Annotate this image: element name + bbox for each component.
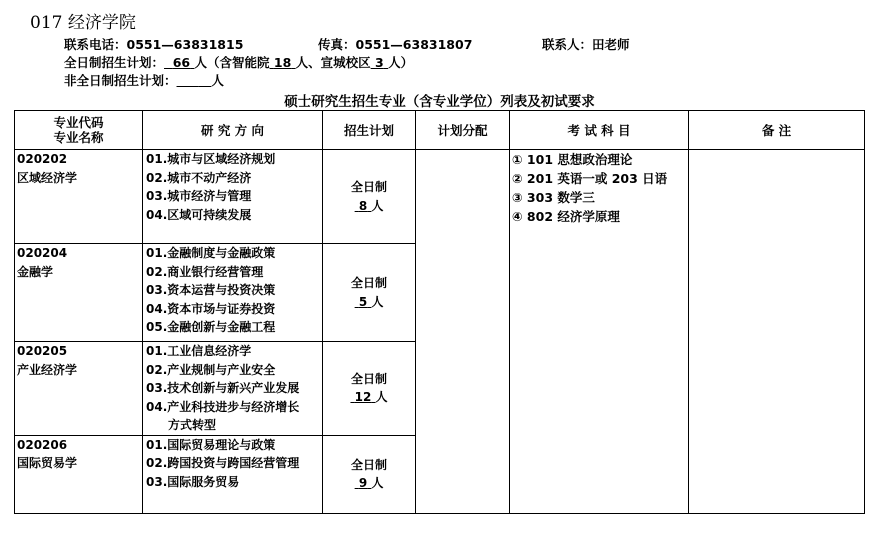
plan-label: 全日制 xyxy=(350,457,387,472)
major-code-cell xyxy=(15,435,143,513)
table-row xyxy=(15,150,865,244)
direction-item: 03.资本运营与投资决策 xyxy=(146,283,276,297)
direction-item: 01.城市与区域经济规划 xyxy=(146,152,276,166)
major-name: 区域经济学 xyxy=(17,170,78,185)
direction-item: 02.跨国投资与跨国经营管理 xyxy=(146,456,300,470)
plan-count xyxy=(355,199,372,213)
exam-item: ③ 303 数学三 xyxy=(512,190,595,205)
direction-item: 03.国际服务贸易 xyxy=(146,474,240,489)
direction-item: 02.城市不动产经济 xyxy=(146,170,252,185)
plan-count-value: 12 xyxy=(354,390,372,405)
direction-cell xyxy=(143,435,323,513)
xuancheng-count-value: 3 xyxy=(375,55,384,70)
fulltime-count-value: 66 xyxy=(172,55,191,70)
page-title: 017 经济学院 xyxy=(30,13,136,33)
exam-cell xyxy=(510,150,689,514)
parttime-tail: 人 xyxy=(211,73,224,88)
fulltime-label: 全日制招生计划： xyxy=(64,55,165,70)
header-allocation: 计划分配 xyxy=(416,111,510,150)
direction-item: 04.资本市场与证券投资 xyxy=(146,301,276,316)
major-code: 020205 xyxy=(17,344,68,358)
contact-name: 田老师 xyxy=(592,37,630,52)
direction-item: 02.商业银行经营管理 xyxy=(146,264,264,279)
plan-count-value: 5 xyxy=(358,294,368,309)
fax-label: 传真： xyxy=(318,37,356,52)
phone-line xyxy=(64,35,243,53)
direction-cell xyxy=(143,150,323,244)
plan-count xyxy=(355,295,372,309)
zhineng-count xyxy=(270,55,296,70)
phone-label: 联系电话： xyxy=(64,37,127,52)
header-plan: 招生计划 xyxy=(323,111,416,150)
notes-cell xyxy=(689,150,865,514)
major-code: 020204 xyxy=(17,246,68,260)
plan-cell xyxy=(323,435,416,513)
exam-item: ① 101 思想政治理论 xyxy=(512,152,633,167)
plan-count xyxy=(355,476,372,490)
direction-item: 03.技术创新与新兴产业发展 xyxy=(146,381,300,395)
fax-number: 0551—63831807 xyxy=(355,37,473,52)
plan-cell xyxy=(323,150,416,244)
fulltime-mid2: 人、宣城校区 xyxy=(295,55,371,70)
plan-count-value: 8 xyxy=(358,198,368,213)
plan-cell xyxy=(323,244,416,342)
allocation-cell xyxy=(416,150,510,514)
header-code-name xyxy=(15,111,143,150)
plan-unit: 人 xyxy=(371,476,384,490)
major-name: 产业经济学 xyxy=(17,362,78,377)
exam-item: ② 201 英语一或 203 日语 xyxy=(512,171,668,186)
major-code: 020206 xyxy=(17,437,68,452)
major-code-cell xyxy=(15,244,143,342)
direction-item: 03.城市经济与管理 xyxy=(146,189,252,203)
plan-count xyxy=(350,390,375,404)
parttime-plan-line xyxy=(64,71,224,89)
plan-label: 全日制 xyxy=(350,276,387,290)
plan-label: 全日制 xyxy=(350,180,387,194)
direction-item: 02.产业规制与产业安全 xyxy=(146,362,276,377)
plan-unit: 人 xyxy=(371,198,384,213)
plan-cell xyxy=(323,342,416,436)
plan-count-value: 9 xyxy=(358,476,368,490)
direction-cell xyxy=(143,244,323,342)
direction-item: 05.金融创新与金融工程 xyxy=(146,320,276,334)
majors-table xyxy=(14,110,865,514)
direction-item: 04.区域可持续发展 xyxy=(146,207,252,222)
table-caption: 硕士研究生招生专业（含专业学位）列表及初试要求 xyxy=(284,94,595,110)
fax-line xyxy=(318,35,472,53)
header-exam: 考 试 科 目 xyxy=(510,111,689,150)
plan-unit: 人 xyxy=(371,294,384,309)
header-name: 专业名称 xyxy=(53,130,104,145)
xuancheng-count xyxy=(371,55,388,70)
direction-item: 04.产业科技进步与经济增长 xyxy=(146,399,300,414)
direction-item: 01.国际贸易理论与政策 xyxy=(146,437,276,452)
fulltime-tail: 人） xyxy=(388,55,414,70)
parttime-label: 非全日制招生计划： xyxy=(64,73,177,88)
direction-cell xyxy=(143,342,323,436)
direction-item: 方式转型 xyxy=(168,418,217,432)
header-direction: 研 究 方 向 xyxy=(143,111,323,150)
header-notes: 备 注 xyxy=(689,111,865,150)
fulltime-plan-line xyxy=(64,53,413,71)
parttime-count xyxy=(177,73,212,88)
fulltime-mid1: 人（含智能院 xyxy=(194,55,270,70)
contact-line xyxy=(542,35,630,53)
contact-label: 联系人： xyxy=(542,37,593,52)
major-code: 020202 xyxy=(17,152,68,166)
zhineng-count-value: 18 xyxy=(273,55,292,70)
plan-unit: 人 xyxy=(375,390,388,405)
phone-number: 0551—63831815 xyxy=(126,37,244,52)
major-name: 金融学 xyxy=(17,264,54,279)
major-code-cell xyxy=(15,150,143,244)
major-code-cell xyxy=(15,342,143,436)
exam-item: ④ 802 经济学原理 xyxy=(512,209,620,224)
major-name: 国际贸易学 xyxy=(17,456,78,470)
header-code: 专业代码 xyxy=(53,115,104,130)
fulltime-count xyxy=(164,55,194,70)
plan-label: 全日制 xyxy=(350,371,387,386)
direction-item: 01.工业信息经济学 xyxy=(146,344,252,358)
table-header-row xyxy=(15,111,865,150)
direction-item: 01.金融制度与金融政策 xyxy=(146,246,276,260)
